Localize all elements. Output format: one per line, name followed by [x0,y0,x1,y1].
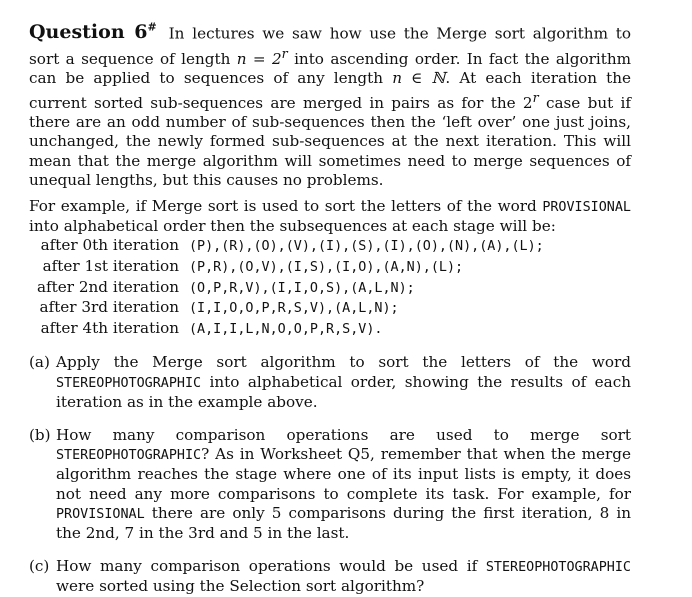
example-paragraph: For example, if Merge sort is used to sort the letters of the word PROVISIONAL into alphabetical order then the subsequences at each stage will be: [29,197,631,236]
part-b-text: How many comparison operations are used to merge sort STEREOPHOTOGRAPHIC? As in Worksheet Q5, remember that when the merge algorithm reaches the stage where one of its input lists is empty, it does not need any more comparisons to complete its task. For example, for PROVISIONAL there are only 5 comparisons during the first iteration, 8 in the 2nd, 7 in the 3rd and 5 in the last. [56,426,631,543]
title-mark: # [147,21,157,34]
iteration-row: after 0th iteration (P),(R),(O),(V),(I),(S),(I),(O),(N),(A),(L); [40,236,544,255]
n-equation: $n = 2^r$ [236,45,288,68]
part-a [29,353,631,412]
intro-paragraph: Question 6# In lectures we saw how use the Merge sort algorithm to sort a sequence of length $n = 2^r$ into ascending order. In fact the algorithm can be applied to sequences of any length n ∈ ℕ. At each iteration the current sorted sub-sequences are merged in pairs as for the 2$^r$ case but if there are an odd number of sub-sequences then the ‘left over’ one just joins, unchanged, the newly formed sub-sequences at the next iteration. This will mean that the merge algorithm will sometimes need to merge sequences of unequal lengths, but this causes no problems. [29,21,632,189]
two-power-r: 2$^r$ [522,90,539,113]
iteration-row: after 3rd iteration (I,I,O,O,P,R,S,V),(A,L,N); [39,298,399,317]
iteration-row: after 4th iteration (A,I,I,L,N,O,O,P,R,S,V). [40,318,383,337]
part-a-text: Apply the Merge sort algorithm to sort the letters of the word STEREOPHOTOGRAPHIC into alphabetical order, showing the results of each iteration as in the example above. [56,353,631,411]
question-6 [29,18,631,597]
n-in-naturals: n ∈ ℕ [392,68,446,87]
part-b-label: (b) [29,426,51,445]
part-b [29,426,631,543]
part-c [29,557,631,596]
part-a-label: (a) [29,353,50,372]
iteration-row: after 1st iteration (P,R),(O,V),(I,S),(I,O),(A,N),(L); [42,257,464,276]
iteration-row: after 2nd iteration (O,P,R,V),(I,I,O,S),(A,L,N); [37,277,415,296]
part-c-label: (c) [29,557,50,576]
part-c-text: How many comparison operations would be used if STEREOPHOTOGRAPHIC were sorted using the Selection sort algorithm? [56,557,631,596]
example-word: PROVISIONAL [542,200,631,216]
question-title: Question 6# [29,21,157,44]
iteration-table [37,236,544,339]
